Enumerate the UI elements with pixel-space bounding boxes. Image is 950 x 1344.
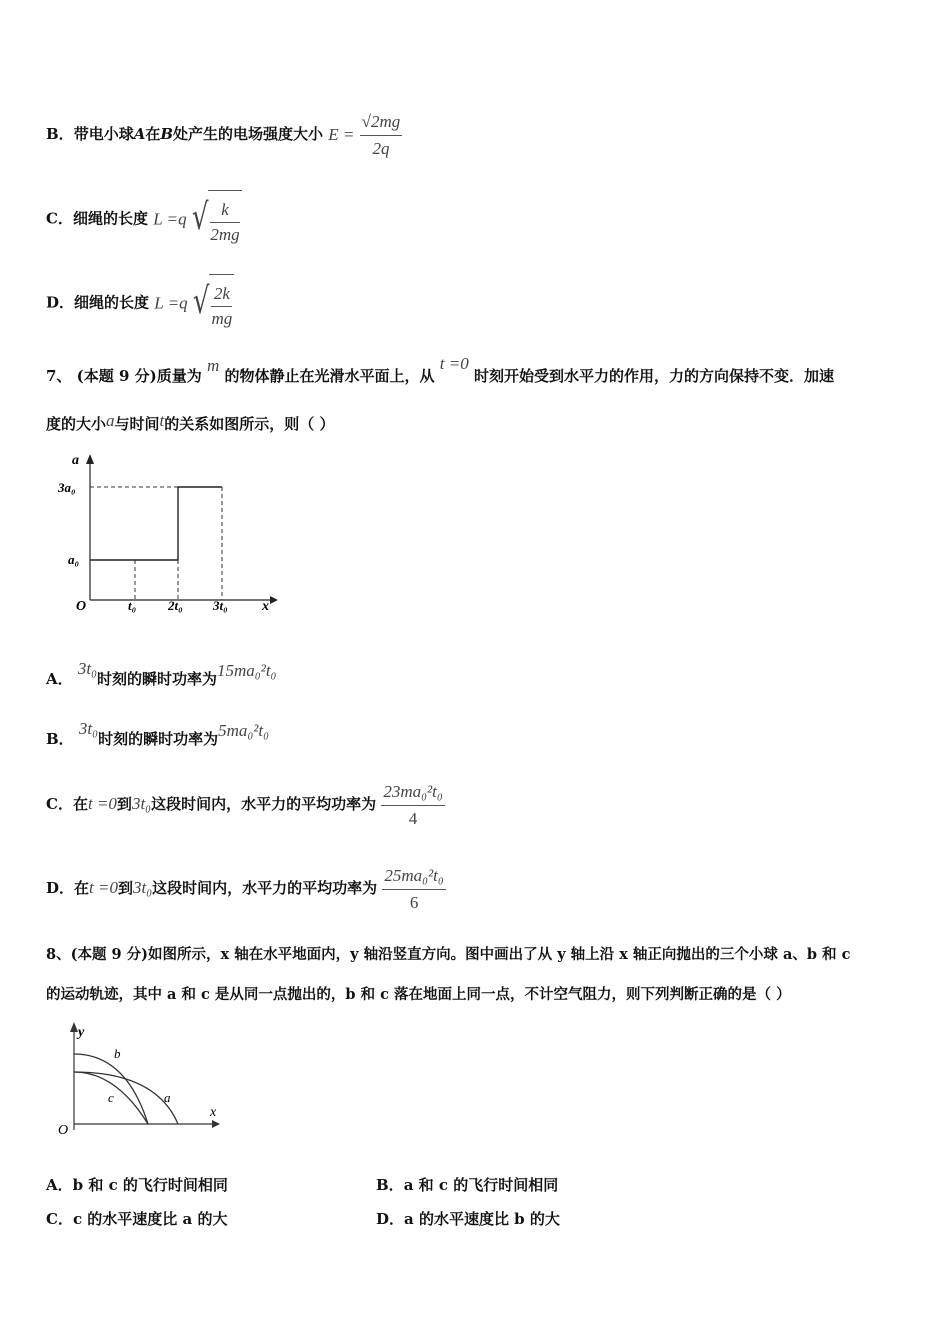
q8-option-d <box>376 1206 560 1232</box>
option-label: D． <box>46 879 75 897</box>
option-text: 在 <box>72 795 88 813</box>
option-label: D． <box>46 293 75 312</box>
fraction: $\frac{√2mg}{2q}$ <box>361 111 401 158</box>
fraction <box>382 865 445 914</box>
time-value: 3t₀ <box>78 719 99 738</box>
time-end: 3t₀ <box>133 878 153 897</box>
acceleration-step-line <box>90 487 222 560</box>
option-text: 时刻的瞬时功率为 <box>98 730 219 748</box>
square-root: √ $\frac{k}{2mg}$ <box>192 188 242 251</box>
q8-stem-line-2 <box>46 982 791 1008</box>
q8-option-b <box>376 1172 558 1198</box>
stem-text: 的物体静止在光滑水平面上，从 <box>224 367 435 385</box>
stem-text: 7、 (本题 9 分)质量为 <box>46 367 202 385</box>
option-text: 到 <box>116 795 132 813</box>
formula-lhs: L =q <box>154 293 188 313</box>
fraction-numerator: 25ma₀²t₀ <box>384 865 444 885</box>
q7-option-d <box>46 860 446 916</box>
fraction-denominator: 2mg <box>210 224 240 244</box>
fraction-denominator: 2q <box>372 138 390 158</box>
x-axis-label: x <box>262 599 269 614</box>
q8-option-a <box>46 1172 228 1198</box>
fraction-numerator: k <box>221 199 229 219</box>
origin-label: O <box>76 599 87 614</box>
fraction-numerator: 2mg <box>370 111 401 131</box>
option-label: C． <box>46 209 73 228</box>
curve-label-c: c <box>108 1090 114 1105</box>
formula-lhs: E = <box>328 125 355 144</box>
stem-text: 与时间 <box>114 415 160 433</box>
q7-stem-line-1 <box>46 354 834 390</box>
time-end: 3t₀ <box>131 794 152 813</box>
option-label: A． <box>46 1176 73 1194</box>
fraction-denominator: 6 <box>409 892 419 912</box>
power-value: 5ma₀²t₀ <box>218 721 269 740</box>
var-A: A <box>133 125 146 143</box>
option-text: 细绳的长度 <box>74 293 150 312</box>
option-text: c 的水平速度比 a 的大 <box>72 1210 228 1228</box>
q6-option-c <box>46 188 242 248</box>
stem-text: 度的大小 <box>46 415 107 433</box>
q8-stem-line-1 <box>46 942 850 968</box>
x-axis-label: x <box>210 1105 217 1120</box>
q6-option-d <box>46 272 234 332</box>
x-tick-2t0: 2t₀ <box>168 598 183 613</box>
option-text: 这段时间内，水平力的平均功率为 <box>152 879 378 897</box>
y-axis-label: a <box>72 453 79 468</box>
q7-stem-line-2 <box>46 410 335 438</box>
curve-label-a: a <box>164 1090 171 1105</box>
q6-option-b <box>46 104 402 164</box>
var-m: m <box>206 356 220 375</box>
option-text: 带电小球 <box>73 125 134 143</box>
option-label: B． <box>46 730 74 748</box>
option-text: 在 <box>145 125 161 143</box>
option-text: 到 <box>117 879 133 897</box>
option-text: a 和 c 的飞行时间相同 <box>403 1176 559 1194</box>
q7-acceleration-graph <box>58 450 288 620</box>
power-value: 15ma₀²t₀ <box>217 661 277 680</box>
option-label: B． <box>376 1176 404 1194</box>
y-tick-3a0: 3a₀ <box>58 480 76 495</box>
q7-option-c <box>46 776 445 832</box>
t-equals-zero: t =0 <box>439 354 469 373</box>
option-label: C． <box>46 1210 73 1228</box>
option-label: A． <box>46 670 73 688</box>
option-text: 这段时间内，水平力的平均功率为 <box>151 795 377 813</box>
option-text: 处产生的电场强度大小 <box>173 125 324 143</box>
q7-option-a <box>46 659 277 694</box>
stem-text: 时刻开始受到水平力的作用，力的方向保持不变．加速 <box>473 367 834 385</box>
q7-option-b <box>46 719 269 754</box>
time-value: 3t₀ <box>77 659 98 678</box>
q8-option-c <box>46 1206 227 1232</box>
y-axis-label: y <box>78 1025 85 1040</box>
option-text: a 的水平速度比 b 的大 <box>404 1210 560 1228</box>
fraction <box>381 781 444 830</box>
origin-label: O <box>58 1123 69 1138</box>
stem-text: 的运动轨迹，其中 a 和 c 是从同一点抛出的，b 和 c 落在地面上同一点，不计空气阻力，则下列判断正确的是（ ） <box>46 986 791 1003</box>
t-equals-zero: t =0 <box>87 794 117 813</box>
var-t: t <box>159 411 165 430</box>
option-label: B． <box>46 125 74 143</box>
square-root: √ $\frac{2k}{mg}$ <box>193 272 234 335</box>
option-label: C． <box>46 795 73 813</box>
curve-label-b: b <box>114 1046 121 1061</box>
stem-text: 8、(本题 9 分)如图所示，x 轴在水平地面内，y 轴沿竖直方向。图中画出了从 y 轴上沿 x 轴正向抛出的三个小球 a、b 和 c <box>46 946 851 963</box>
formula-lhs: L =q <box>153 209 187 229</box>
trajectory-b <box>74 1054 148 1124</box>
option-text: 时刻的瞬时功率为 <box>97 670 218 688</box>
fraction-numerator: 23ma₀²t₀ <box>383 781 443 801</box>
var-B: B <box>160 125 174 143</box>
fraction-numerator: 2k <box>213 283 230 303</box>
x-tick-t0: t₀ <box>128 598 137 613</box>
x-tick-3t0: 3t₀ <box>213 598 228 613</box>
option-label: D． <box>376 1210 405 1228</box>
t-equals-zero: t =0 <box>89 878 118 897</box>
option-text: 细绳的长度 <box>72 209 148 228</box>
fraction-denominator: 4 <box>408 808 418 828</box>
var-a: a <box>106 411 115 430</box>
q8-trajectory-graph <box>56 1020 236 1140</box>
stem-text: 的关系如图所示，则（ ） <box>164 415 335 433</box>
fraction-denominator: mg <box>211 308 233 328</box>
option-text: 在 <box>74 879 90 897</box>
y-tick-a0: a₀ <box>68 552 80 567</box>
option-text: b 和 c 的飞行时间相同 <box>72 1176 228 1194</box>
